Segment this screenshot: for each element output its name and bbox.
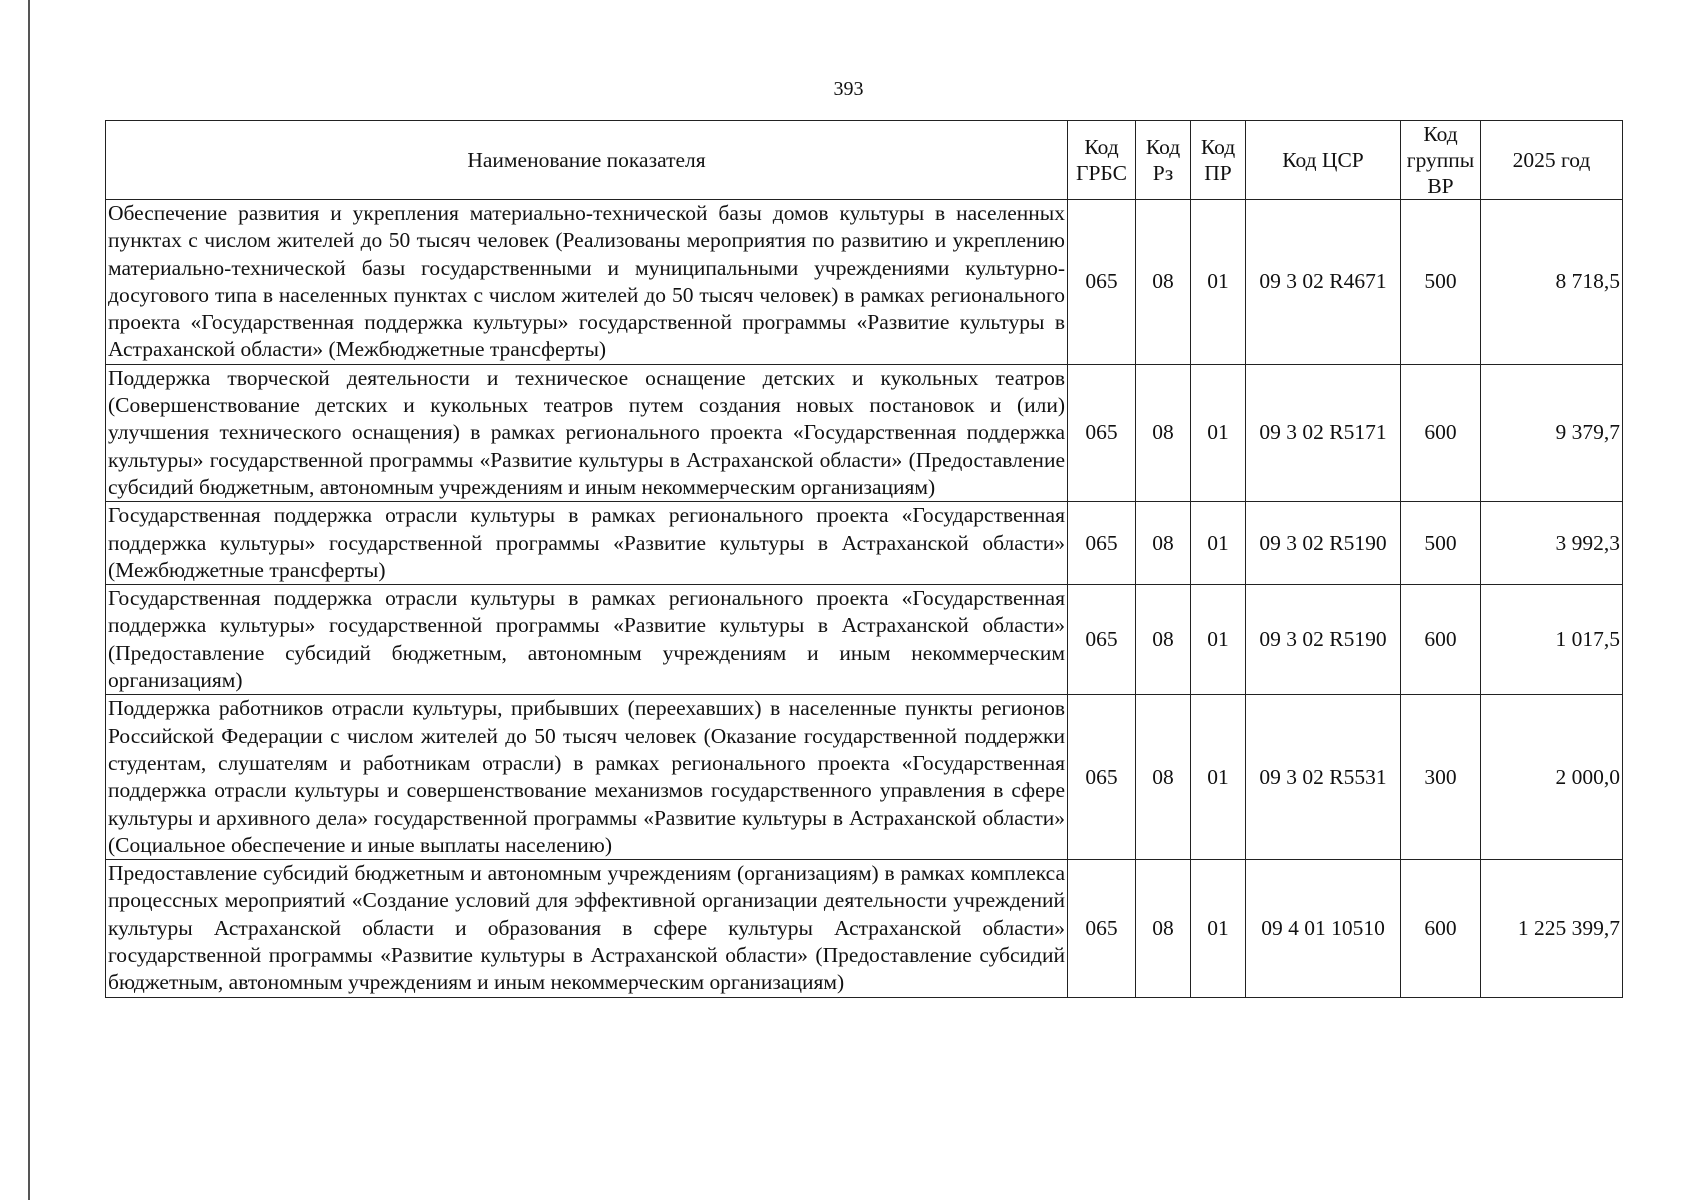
row-name: Поддержка творческой деятельности и техническое оснащение детских и кукольных театров (Совершенствование детских и кукольных театров путем создания новых постановок и (или) улучшения технического оснащения) в рамках регионального проекта «Государственная поддержка культуры» государственной программы «Развитие культуры в Астраханской области» (Предоставление субсидий бюджетным, автономным учреждениям и иным некоммерческим организациям) <box>106 364 1068 501</box>
row-name: Предоставление субсидий бюджетным и автономным учреждениям (организациям) в рамках комплекса процессных мероприятий «Создание условий для эффективной организации деятельности учреждений культуры Астраханской области и образования в сфере культуры Астраханской области» государственной программы «Развитие культуры в Астраханской области» (Предоставление субсидий бюджетным, автономным учреждениям и иным некоммерческим организациям) <box>106 860 1068 997</box>
row-grbs: 065 <box>1068 364 1136 501</box>
row-csr: 09 3 02 R5190 <box>1246 585 1401 695</box>
row-vr: 500 <box>1401 200 1481 365</box>
row-pr: 01 <box>1191 364 1246 501</box>
row-rz: 08 <box>1136 695 1191 860</box>
row-name: Поддержка работников отрасли культуры, прибывших (переехавших) в населенные пункты регионов Российской Федерации с числом жителей до 50 тысяч человек (Оказание государственной поддержки студентам, слушателям и работникам отрасли) в рамках регионального проекта «Государственная поддержка отрасли культуры и совершенствование механизмов государственного управления в сфере культуры и архивного дела» государственной программы «Развитие культуры в Астраханской области» (Социальное обеспечение и иные выплаты населению) <box>106 695 1068 860</box>
row-amount: 1 225 399,7 <box>1481 860 1623 997</box>
row-amount: 1 017,5 <box>1481 585 1623 695</box>
row-amount: 8 718,5 <box>1481 200 1623 365</box>
row-vr: 600 <box>1401 585 1481 695</box>
header-csr: Код ЦСР <box>1246 121 1401 200</box>
header-pr: Код ПР <box>1191 121 1246 200</box>
table-header-row <box>106 121 1623 200</box>
row-pr: 01 <box>1191 585 1246 695</box>
row-rz: 08 <box>1136 585 1191 695</box>
row-name: Государственная поддержка отрасли культуры в рамках регионального проекта «Государственная поддержка культуры» государственной программы «Развитие культуры в Астраханской области» (Предоставление субсидий бюджетным, автономным учреждениям и иным некоммерческим организациям) <box>106 585 1068 695</box>
row-rz: 08 <box>1136 364 1191 501</box>
header-name: Наименование показателя <box>106 121 1068 200</box>
row-rz: 08 <box>1136 860 1191 997</box>
table-row <box>106 860 1623 997</box>
row-vr: 300 <box>1401 695 1481 860</box>
table-row <box>106 585 1623 695</box>
header-vr: Код группы ВР <box>1401 121 1481 200</box>
header-year: 2025 год <box>1481 121 1623 200</box>
row-name: Обеспечение развития и укрепления материально-технической базы домов культуры в населенных пунктах с числом жителей до 50 тысяч человек (Реализованы мероприятия по развитию и укреплению материально-технической базы государственными и муниципальными учреждениями культурно-досугового типа в населенных пунктах с числом жителей до 50 тысяч человек) в рамках регионального проекта «Государственная поддержка культуры» государственной программы «Развитие культуры в Астраханской области» (Межбюджетные трансферты) <box>106 200 1068 365</box>
row-amount: 9 379,7 <box>1481 364 1623 501</box>
budget-table <box>105 120 1623 998</box>
table-row <box>106 502 1623 585</box>
page-number: 393 <box>833 78 864 100</box>
row-vr: 600 <box>1401 860 1481 997</box>
row-pr: 01 <box>1191 860 1246 997</box>
row-name: Государственная поддержка отрасли культуры в рамках регионального проекта «Государственная поддержка культуры» государственной программы «Развитие культуры в Астраханской области» (Межбюджетные трансферты) <box>106 502 1068 585</box>
row-pr: 01 <box>1191 200 1246 365</box>
row-csr: 09 4 01 10510 <box>1246 860 1401 997</box>
table-row <box>106 695 1623 860</box>
row-vr: 500 <box>1401 502 1481 585</box>
row-amount: 3 992,3 <box>1481 502 1623 585</box>
row-grbs: 065 <box>1068 860 1136 997</box>
table-row <box>106 200 1623 365</box>
row-rz: 08 <box>1136 502 1191 585</box>
row-csr: 09 3 02 R5190 <box>1246 502 1401 585</box>
row-vr: 600 <box>1401 364 1481 501</box>
row-grbs: 065 <box>1068 502 1136 585</box>
row-amount: 2 000,0 <box>1481 695 1623 860</box>
row-grbs: 065 <box>1068 585 1136 695</box>
header-rz: Код Рз <box>1136 121 1191 200</box>
row-csr: 09 3 02 R5531 <box>1246 695 1401 860</box>
row-grbs: 065 <box>1068 200 1136 365</box>
row-grbs: 065 <box>1068 695 1136 860</box>
row-csr: 09 3 02 R4671 <box>1246 200 1401 365</box>
page-margin-line <box>28 0 30 1200</box>
row-rz: 08 <box>1136 200 1191 365</box>
row-pr: 01 <box>1191 695 1246 860</box>
table-row <box>106 364 1623 501</box>
row-csr: 09 3 02 R5171 <box>1246 364 1401 501</box>
row-pr: 01 <box>1191 502 1246 585</box>
header-grbs: Код ГРБС <box>1068 121 1136 200</box>
